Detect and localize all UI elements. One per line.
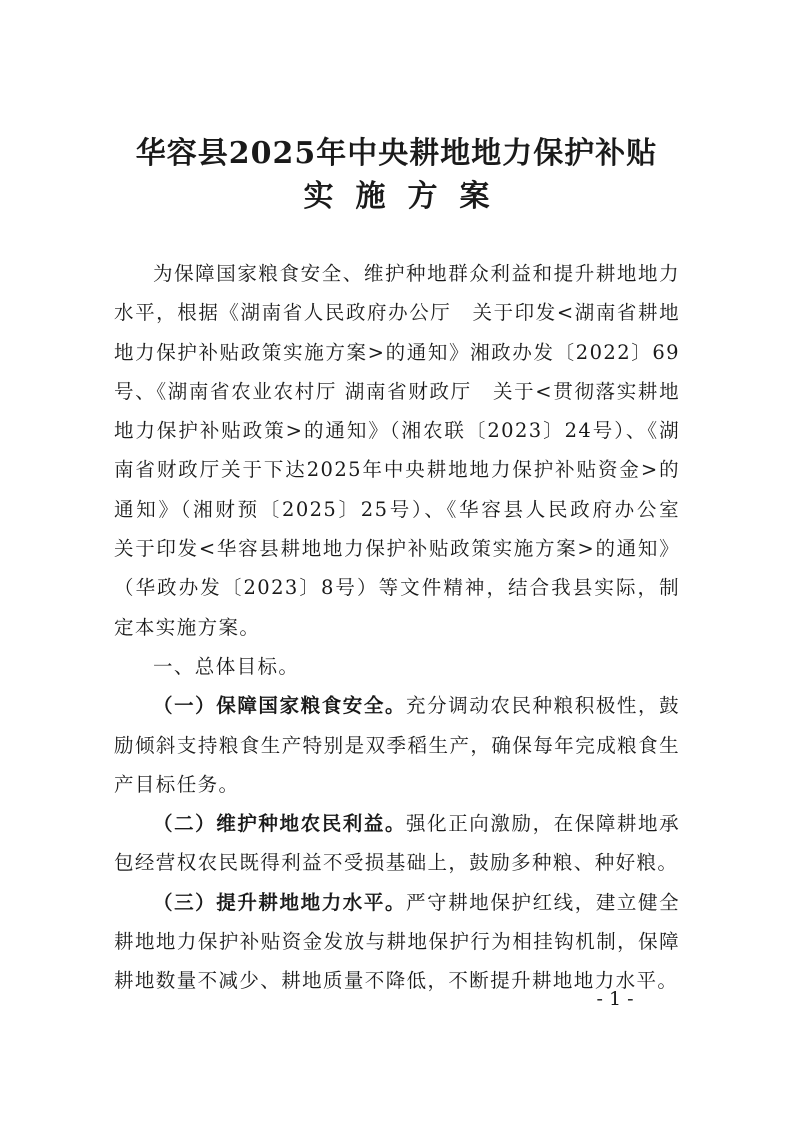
section-heading: 一、总体目标。 <box>153 654 300 678</box>
list-item <box>114 686 680 804</box>
item-text: 严守耕地保护红线，建立健全耕地地力保护补贴资金发放与耕地保护行为相挂钩机制，保障耕地数量不减少、耕地质量不降低，不断提升耕地地力水平。 <box>114 890 680 993</box>
page-number: - 1 - <box>596 988 634 1010</box>
item-heading: （一）保障国家粮食安全。 <box>153 694 407 718</box>
item-text: 强化正向激励，在保障耕地承包经营权农民既得利益不受损基础上，鼓励多种粮、种好粮。 <box>114 812 680 875</box>
list-item <box>114 883 680 1001</box>
item-heading: （二）维护种地农民利益。 <box>153 812 407 836</box>
item-heading: （三）提升耕地地力水平。 <box>153 890 407 914</box>
document-body <box>114 254 701 1001</box>
item-text: 充分调动农民种粮积极性，鼓励倾斜支持粮食生产特别是双季稻生产，确保每年完成粮食生产目标任务。 <box>114 694 680 796</box>
intro-paragraph: 为保障国家粮食安全、维护种地群众利益和提升耕地地力水平，根据《湖南省人民政府办公厅 关于印发<湖南省耕地地力保护补贴政策实施方案>的通知》湘政办发〔2022〕69号、《湖南省农业农村厅 湖南省财政厅 关于<贯彻落实耕地地力保护补贴政策>的通知》（湘农联〔2023〕24号）、《湖南省财政厅关于下达2025年中央耕地地力保护补贴资金>的通知》（湘财预〔2025〕25号）、《华容县人民政府办公室 关于印发<华容县耕地地力保护补贴政策实施方案>的通知》（华政办发〔2023〕8号）等文件精神，结合我县实际，制定本实施方案。 <box>114 262 701 639</box>
document-title-line2: 实施方案 <box>303 179 512 214</box>
list-item <box>114 804 680 883</box>
document-title-line1: 华容县2025年中央耕地地力保护补贴 <box>135 136 658 171</box>
